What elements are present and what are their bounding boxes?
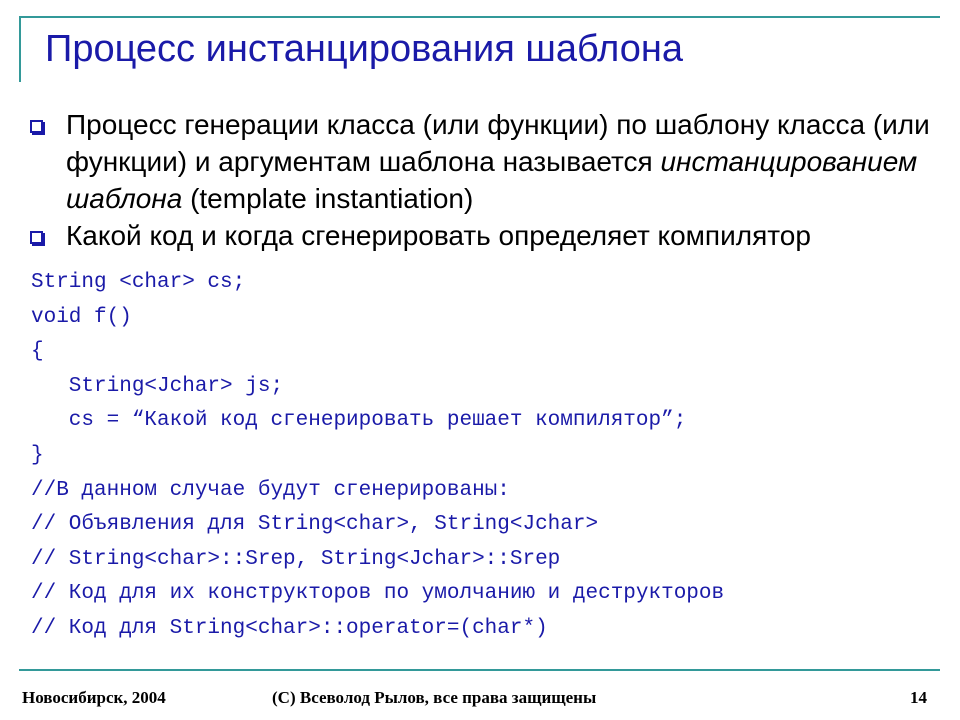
bullet-list (28, 106, 933, 254)
page-number: 14 (910, 688, 927, 707)
code-line: String<Jchar> js; (31, 374, 284, 398)
square-bullet-icon (30, 120, 43, 133)
code-block (31, 266, 724, 647)
bullet-item (28, 106, 933, 217)
footer-copyright: (C) Всеволод Рылов, все права защищены (272, 688, 597, 707)
bullet-text-tail: (template instantiation) (182, 183, 474, 214)
code-line: String <char> cs; (31, 271, 246, 294)
left-accent-rule (19, 16, 21, 82)
bullet-text: Какой код и когда сгенерировать определяет компилятор (66, 220, 811, 251)
top-rule (19, 16, 940, 18)
code-line: void f() (31, 305, 132, 329)
code-line: // Код для их конструкторов по умолчанию и деструкторов (31, 582, 725, 606)
code-line: } (31, 443, 44, 467)
bullet-italic-term: инстанцированием шаблона (66, 146, 918, 214)
code-line: // Объявления для String<char>, String<Jchar> (31, 513, 599, 537)
code-line: { (31, 340, 44, 364)
footer-location: Новосибирск, 2004 (22, 688, 166, 707)
code-line: //В данном случае будут сгенерированы: (31, 478, 510, 502)
bottom-rule (19, 669, 940, 671)
bullet-item (28, 217, 933, 254)
slide-title: Процесс инстанцирования шаблона (45, 28, 683, 70)
bullet-text: Процесс генерации класса (или функции) по шаблону класса (или функции) и аргументам шаблона называется (66, 109, 930, 177)
code-line: // Код для String<char>::operator=(char*) (31, 616, 548, 640)
code-line: // String<char>::Srep, String<Jchar>::Srep (31, 547, 561, 571)
code-line: cs = “Какой код сгенерировать решает компилятор”; (31, 409, 687, 433)
square-bullet-icon (30, 231, 43, 244)
